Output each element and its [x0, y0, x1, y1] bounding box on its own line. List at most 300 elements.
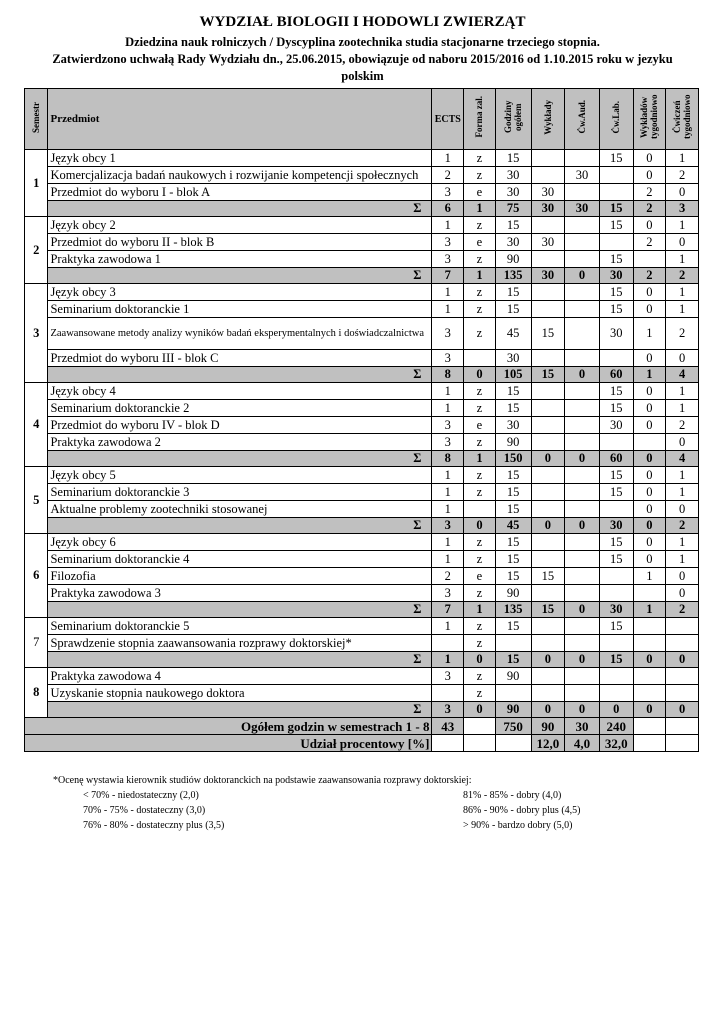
cell-godz: 15: [495, 501, 531, 518]
table-row: [25, 400, 699, 417]
sum-ects: 7: [432, 268, 464, 284]
sum-lab: 30: [599, 268, 633, 284]
subtitle-approval: Zatwierdzono uchwałą Rady Wydziału dn., 25.06.2015, obowiązuje od naboru 2015/2016 od 1.10.2015 roku w jezyku: [52, 52, 673, 66]
cell-forma: z: [464, 150, 496, 167]
cell-ects: 3: [432, 234, 464, 251]
semester-number: 4: [25, 383, 48, 467]
sum-ects: 8: [432, 367, 464, 383]
cell-wyk: [531, 217, 565, 234]
share-forma: [464, 735, 496, 752]
cell-ct: 1: [666, 301, 699, 318]
cell-aud: [565, 501, 600, 518]
sum-wyk: 0: [531, 451, 565, 467]
cell-lab: [599, 350, 633, 367]
totals-row: [25, 718, 699, 735]
semester-sum-row: [25, 451, 699, 467]
cell-forma: z: [464, 167, 496, 184]
cell-ects: 1: [432, 501, 464, 518]
sum-wt: 0: [633, 451, 666, 467]
cell-ects: 3: [432, 585, 464, 602]
cell-forma: z: [464, 318, 496, 350]
cell-ct: 0: [666, 568, 699, 585]
cell-wt: 0: [633, 400, 666, 417]
sum-wyk: 0: [531, 702, 565, 718]
sum-forma: 0: [464, 518, 496, 534]
cell-wyk: [531, 635, 565, 652]
totals-forma: [464, 718, 496, 735]
sum-sigma: Σ: [48, 602, 432, 618]
cell-godz: 15: [495, 484, 531, 501]
cell-forma: z: [464, 467, 496, 484]
cell-forma: z: [464, 484, 496, 501]
cell-ct: 0: [666, 350, 699, 367]
cell-wyk: [531, 167, 565, 184]
subject-name: Przedmiot do wyboru III - blok C: [48, 350, 432, 367]
cell-wyk: [531, 585, 565, 602]
sum-wyk: 30: [531, 268, 565, 284]
totals-aud: 30: [565, 718, 600, 735]
cell-wt: [633, 251, 666, 268]
cell-ects: 1: [432, 150, 464, 167]
sum-aud: 0: [565, 268, 600, 284]
cell-aud: [565, 251, 600, 268]
totals-lab: 240: [599, 718, 633, 735]
cell-wyk: 15: [531, 568, 565, 585]
cell-aud: [565, 318, 600, 350]
cell-aud: [565, 184, 600, 201]
totals-label: Ogółem godzin w semestrach 1 - 8: [25, 718, 432, 735]
cell-wyk: [531, 467, 565, 484]
cell-wyk: [531, 484, 565, 501]
cell-wt: 0: [633, 301, 666, 318]
cell-forma: z: [464, 585, 496, 602]
semester-number: 7: [25, 618, 48, 668]
cell-aud: [565, 467, 600, 484]
cell-ects: 3: [432, 668, 464, 685]
cell-godz: 90: [495, 434, 531, 451]
cell-godz: [495, 685, 531, 702]
cell-ct: [666, 668, 699, 685]
sum-ects: 3: [432, 702, 464, 718]
semester-number: 6: [25, 534, 48, 618]
cell-wyk: [531, 383, 565, 400]
cell-wt: 0: [633, 551, 666, 568]
subject-name: Aktualne problemy zootechniki stosowanej: [48, 501, 432, 518]
cell-wyk: [531, 400, 565, 417]
sum-forma: 0: [464, 367, 496, 383]
cell-lab: 15: [599, 400, 633, 417]
cell-aud: [565, 618, 600, 635]
grade-row: [53, 803, 693, 818]
cell-godz: 15: [495, 551, 531, 568]
notes-intro: *Ocenę wystawia kierownik studiów doktoranckich na podstawie zaawansowania rozprawy doktorskiej:: [53, 775, 472, 786]
cell-ects: 1: [432, 534, 464, 551]
subject-name: Przedmiot do wyboru IV - blok D: [48, 417, 432, 434]
totals-ects: 43: [432, 718, 464, 735]
cell-ct: 1: [666, 284, 699, 301]
share-aud: 4,0: [565, 735, 600, 752]
cell-ct: 1: [666, 217, 699, 234]
sum-godz: 135: [495, 268, 531, 284]
sum-ct: 2: [666, 602, 699, 618]
cell-godz: 15: [495, 284, 531, 301]
share-ects: [432, 735, 464, 752]
cell-wt: 0: [633, 350, 666, 367]
cell-godz: 15: [495, 150, 531, 167]
cell-wt: 0: [633, 217, 666, 234]
totals-ct: [666, 718, 699, 735]
cell-lab: 15: [599, 217, 633, 234]
grade-right: 86% - 90% - dobry plus (4,5): [463, 805, 581, 816]
cell-forma: z: [464, 668, 496, 685]
sum-ects: 8: [432, 451, 464, 467]
cell-lab: 30: [599, 318, 633, 350]
table-row: [25, 184, 699, 201]
cell-wt: 0: [633, 167, 666, 184]
cell-ct: 0: [666, 585, 699, 602]
sum-ct: 3: [666, 201, 699, 217]
cell-godz: 15: [495, 383, 531, 400]
cell-ects: 3: [432, 251, 464, 268]
sum-lab: 0: [599, 702, 633, 718]
cell-godz: 45: [495, 318, 531, 350]
subject-name: Język obcy 2: [48, 217, 432, 234]
cell-ects: 1: [432, 217, 464, 234]
cell-godz: 30: [495, 350, 531, 367]
semester-number: 3: [25, 284, 48, 383]
cell-ct: 1: [666, 251, 699, 268]
cell-lab: [599, 501, 633, 518]
cell-lab: 15: [599, 251, 633, 268]
sum-ct: 2: [666, 268, 699, 284]
sum-godz: 105: [495, 367, 531, 383]
grading-notes: [53, 773, 693, 833]
cell-wyk: [531, 501, 565, 518]
cell-wyk: [531, 417, 565, 434]
grade-left: < 70% - niedostateczny (2,0): [83, 790, 199, 801]
cell-ct: 0: [666, 501, 699, 518]
semester-sum-row: [25, 652, 699, 668]
cell-wyk: [531, 284, 565, 301]
cell-ct: 2: [666, 417, 699, 434]
subject-name: Seminarium doktoranckie 3: [48, 484, 432, 501]
cell-wyk: 30: [531, 184, 565, 201]
table-row: [25, 534, 699, 551]
cell-godz: 90: [495, 585, 531, 602]
cell-forma: z: [464, 400, 496, 417]
sum-aud: 30: [565, 201, 600, 217]
semester-sum-row: [25, 518, 699, 534]
cell-forma: z: [464, 284, 496, 301]
cell-ct: 0: [666, 184, 699, 201]
cell-lab: [599, 184, 633, 201]
cell-wyk: [531, 301, 565, 318]
cell-ects: 1: [432, 284, 464, 301]
cell-ects: 2: [432, 167, 464, 184]
grade-left: 76% - 80% - dostateczny plus (3,5): [83, 820, 225, 831]
cell-forma: z: [464, 618, 496, 635]
cell-aud: [565, 350, 600, 367]
subject-name: Język obcy 3: [48, 284, 432, 301]
cell-godz: 15: [495, 400, 531, 417]
cell-wyk: [531, 551, 565, 568]
sum-sigma: Σ: [48, 518, 432, 534]
cell-forma: e: [464, 184, 496, 201]
share-wyk: 12,0: [531, 735, 565, 752]
cell-ct: 1: [666, 467, 699, 484]
cell-ects: 1: [432, 400, 464, 417]
totals-wt: [633, 718, 666, 735]
grade-left: 70% - 75% - dostateczny (3,0): [83, 805, 206, 816]
cell-ects: [432, 635, 464, 652]
cell-forma: z: [464, 434, 496, 451]
cell-forma: z: [464, 383, 496, 400]
sum-forma: 1: [464, 268, 496, 284]
cell-wyk: [531, 534, 565, 551]
sum-wt: 0: [633, 518, 666, 534]
sum-lab: 15: [599, 201, 633, 217]
subtitle-language: polskim: [341, 69, 384, 83]
cell-forma: [464, 501, 496, 518]
cell-lab: 15: [599, 484, 633, 501]
col-przedmiot: Przedmiot: [48, 89, 432, 150]
cell-lab: 15: [599, 383, 633, 400]
subject-name: Sprawdzenie stopnia zaawansowania rozprawy doktorskiej*: [48, 635, 432, 652]
sum-ct: 2: [666, 518, 699, 534]
grade-row: [53, 788, 693, 803]
cell-ects: 1: [432, 484, 464, 501]
sum-sigma: Σ: [48, 702, 432, 718]
totals-godz: 750: [495, 718, 531, 735]
table-row: [25, 150, 699, 167]
sum-ects: 7: [432, 602, 464, 618]
cell-forma: [464, 350, 496, 367]
subject-name: Język obcy 1: [48, 150, 432, 167]
cell-wyk: 30: [531, 234, 565, 251]
semester-sum-row: [25, 367, 699, 383]
cell-ct: [666, 685, 699, 702]
subject-name: Przedmiot do wyboru II - blok B: [48, 234, 432, 251]
subject-name: Język obcy 5: [48, 467, 432, 484]
sum-wyk: 15: [531, 367, 565, 383]
cell-ct: 0: [666, 434, 699, 451]
cell-wt: 0: [633, 484, 666, 501]
sum-sigma: Σ: [48, 652, 432, 668]
table-row: [25, 668, 699, 685]
cell-aud: [565, 434, 600, 451]
cell-ects: 3: [432, 350, 464, 367]
cell-aud: [565, 150, 600, 167]
subject-name: Praktyka zawodowa 2: [48, 434, 432, 451]
cell-lab: 30: [599, 417, 633, 434]
cell-ects: 3: [432, 417, 464, 434]
subtitle-discipline: Dziedzina nauk rolniczych / Dyscyplina zootechnika studia stacjonarne trzeciego stopnia.: [125, 35, 600, 49]
cell-aud: [565, 585, 600, 602]
semester-number: 2: [25, 217, 48, 284]
sum-lab: 60: [599, 367, 633, 383]
sum-wt: 2: [633, 201, 666, 217]
cell-forma: z: [464, 534, 496, 551]
table-row: [25, 318, 699, 350]
cell-wt: [633, 685, 666, 702]
cell-forma: z: [464, 251, 496, 268]
sum-ct: 4: [666, 451, 699, 467]
sum-wt: 1: [633, 367, 666, 383]
cell-godz: 15: [495, 301, 531, 318]
cell-wt: 1: [633, 568, 666, 585]
cell-godz: 30: [495, 184, 531, 201]
cell-wt: [633, 668, 666, 685]
table-row: [25, 685, 699, 702]
table-row: [25, 234, 699, 251]
table-row: [25, 434, 699, 451]
grade-right: 81% - 85% - dobry (4,0): [463, 790, 562, 801]
cell-ct: 1: [666, 400, 699, 417]
subject-name: Praktyka zawodowa 4: [48, 668, 432, 685]
sum-godz: 135: [495, 602, 531, 618]
sum-sigma: Σ: [48, 451, 432, 467]
cell-aud: [565, 217, 600, 234]
cell-forma: e: [464, 234, 496, 251]
share-row: [25, 735, 699, 752]
subject-name: Seminarium doktoranckie 5: [48, 618, 432, 635]
sum-aud: 0: [565, 451, 600, 467]
sum-godz: 75: [495, 201, 531, 217]
table-row: [25, 350, 699, 367]
sum-godz: 15: [495, 652, 531, 668]
semester-sum-row: [25, 201, 699, 217]
sum-wt: 0: [633, 702, 666, 718]
cell-wyk: [531, 668, 565, 685]
cell-ct: [666, 635, 699, 652]
cell-aud: [565, 284, 600, 301]
cell-ct: 1: [666, 383, 699, 400]
sum-forma: 1: [464, 201, 496, 217]
cell-godz: 30: [495, 417, 531, 434]
cell-wyk: 15: [531, 318, 565, 350]
col-ects: ECTS: [432, 89, 464, 150]
share-wt: [633, 735, 666, 752]
totals-wyk: 90: [531, 718, 565, 735]
table-row: [25, 501, 699, 518]
sum-forma: 1: [464, 451, 496, 467]
cell-ects: 3: [432, 184, 464, 201]
sum-forma: 1: [464, 602, 496, 618]
table-row: [25, 217, 699, 234]
cell-ects: 3: [432, 434, 464, 451]
cell-wyk: [531, 685, 565, 702]
cell-wyk: [531, 618, 565, 635]
sum-wyk: 30: [531, 201, 565, 217]
cell-ct: 1: [666, 551, 699, 568]
subject-name: Zaawansowane metody analizy wyników badań eksperymentalnych i doświadczalnictwa: [48, 318, 432, 350]
sum-wt: 1: [633, 602, 666, 618]
cell-lab: 15: [599, 534, 633, 551]
study-plan-table: [24, 88, 699, 752]
cell-godz: 30: [495, 234, 531, 251]
table-row: [25, 467, 699, 484]
cell-aud: [565, 534, 600, 551]
sum-ct: 4: [666, 367, 699, 383]
page-title: WYDZIAŁ BIOLOGII I HODOWLI ZWIERZĄT: [199, 14, 526, 30]
table-header-row: [25, 89, 699, 150]
semester-number: 5: [25, 467, 48, 534]
cell-lab: [599, 685, 633, 702]
subject-name: Seminarium doktoranckie 4: [48, 551, 432, 568]
cell-aud: [565, 301, 600, 318]
cell-wt: 1: [633, 318, 666, 350]
cell-godz: [495, 635, 531, 652]
sum-godz: 150: [495, 451, 531, 467]
cell-aud: [565, 234, 600, 251]
cell-godz: 15: [495, 467, 531, 484]
subject-name: Język obcy 6: [48, 534, 432, 551]
cell-wt: [633, 585, 666, 602]
sum-wt: 2: [633, 268, 666, 284]
cell-forma: z: [464, 685, 496, 702]
cell-lab: 15: [599, 301, 633, 318]
table-row: [25, 167, 699, 184]
cell-lab: [599, 167, 633, 184]
subject-name: Seminarium doktoranckie 1: [48, 301, 432, 318]
cell-ct: 1: [666, 150, 699, 167]
cell-lab: [599, 434, 633, 451]
cell-forma: z: [464, 217, 496, 234]
cell-lab: 15: [599, 618, 633, 635]
sum-lab: 60: [599, 451, 633, 467]
cell-aud: 30: [565, 167, 600, 184]
cell-lab: 15: [599, 551, 633, 568]
sum-lab: 30: [599, 518, 633, 534]
subject-name: Komercjalizacja badań naukowych i rozwijanie kompetencji społecznych: [48, 167, 432, 184]
cell-ct: 0: [666, 234, 699, 251]
share-label: Udział procentowy [%]: [25, 735, 432, 752]
table-row: [25, 568, 699, 585]
cell-ects: 1: [432, 383, 464, 400]
cell-aud: [565, 551, 600, 568]
cell-wt: 0: [633, 501, 666, 518]
col-godziny: Godziny ogółem: [495, 89, 531, 150]
sum-sigma: Σ: [48, 201, 432, 217]
cell-wyk: [531, 350, 565, 367]
semester-number: 8: [25, 668, 48, 718]
cell-wt: 2: [633, 184, 666, 201]
cell-ct: 1: [666, 484, 699, 501]
grade-row: [53, 818, 693, 833]
sum-aud: 0: [565, 702, 600, 718]
share-lab: 32,0: [599, 735, 633, 752]
cell-lab: 15: [599, 467, 633, 484]
cell-wt: 0: [633, 467, 666, 484]
table-row: [25, 484, 699, 501]
cell-ects: [432, 685, 464, 702]
col-wyklady: Wykłady: [531, 89, 565, 150]
share-godz: [495, 735, 531, 752]
cell-wt: [633, 618, 666, 635]
sum-lab: 30: [599, 602, 633, 618]
cell-wt: 0: [633, 417, 666, 434]
cell-ct: 1: [666, 534, 699, 551]
cell-ects: 3: [432, 318, 464, 350]
subject-name: Uzyskanie stopnia naukowego doktora: [48, 685, 432, 702]
cell-lab: 15: [599, 150, 633, 167]
sum-godz: 90: [495, 702, 531, 718]
cell-wyk: [531, 434, 565, 451]
cell-aud: [565, 383, 600, 400]
cell-lab: [599, 234, 633, 251]
cell-ct: 2: [666, 167, 699, 184]
cell-ects: 1: [432, 551, 464, 568]
